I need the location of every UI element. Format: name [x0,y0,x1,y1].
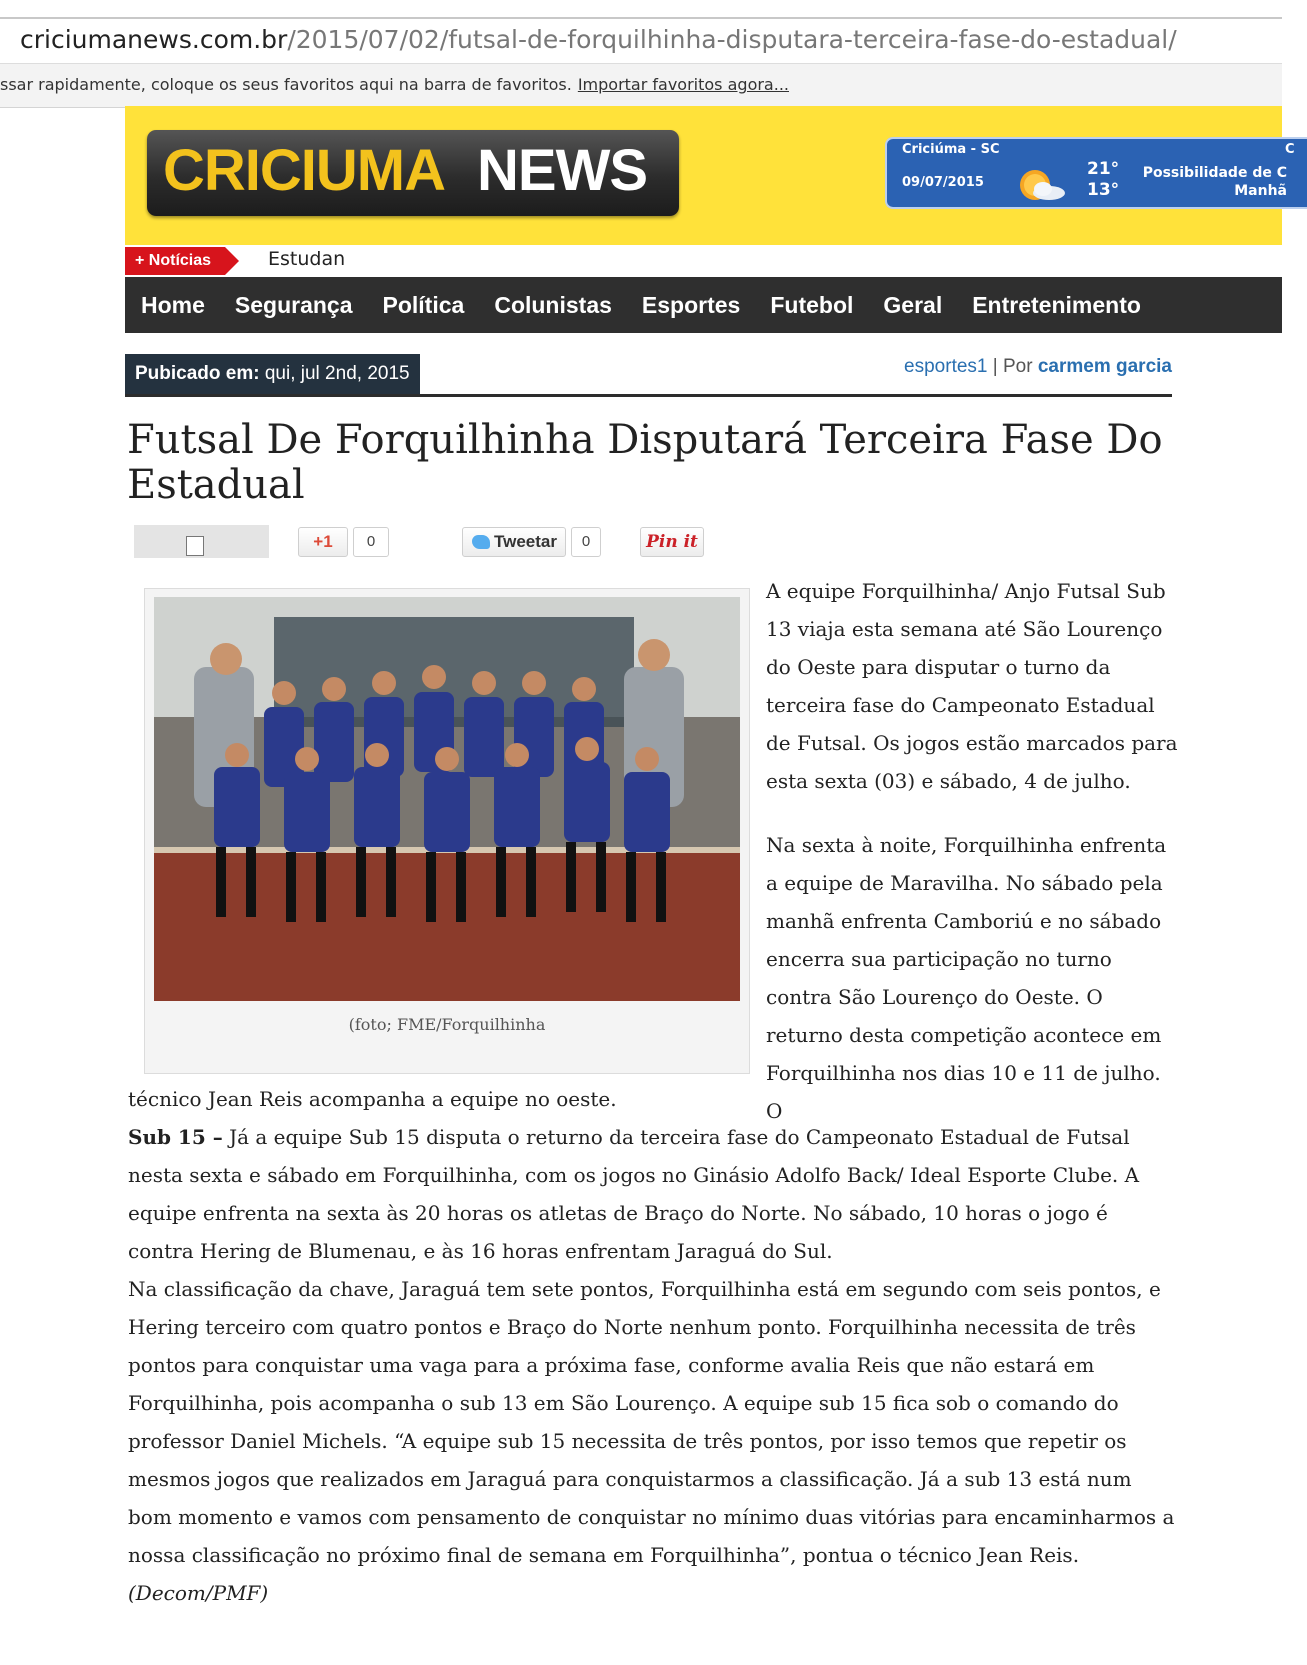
nav-colunistas[interactable]: Colunistas [494,292,612,318]
partly-cloudy-icon [1011,167,1069,203]
article-paragraph-3: Sub 15 – Já a equipe Sub 15 disputa o returno da terceira fase do Campeonato Estadual de Futsal nesta sexta e sábado em Forquilhinha, com os jogos no Ginásio Adolfo Back/ Ideal Esporte Clube. A equipe enfrenta na sexta às 20 horas os atletas de Braço do Norte. No sábado, 10 horas o jogo é contra Hering de Blumenau, e às 16 horas enfrentam Jaraguá do Sul. [128,1125,1140,1263]
tweet-count: 0 [571,527,601,557]
bookmarks-bar [0,63,1282,108]
article-paragraph-4: Na classificação da chave, Jaraguá tem sete pontos, Forquilhinha está em segundo com seis pontos, e Hering terceiro com quatro pontos e Braço do Norte nenhum ponto. Forquilhinha necessita de três pontos para conquistar uma vaga para a próxima fase, conforme avalia Reis que não estará em Forquilhinha, pois acompanha o sub 13 em São Lourenço. A equipe sub 15 fica sob o comando do professor Daniel Michels. “A equipe sub 15 necessita de três pontos, por isso temos que repetir os mesmos jogos que realizados em Jaraguá para conquistarmos a classificação. Já a sub 13 está num bom momento e vamos com pensamento de conquistar no mínimo duas vitórias para encaminharmos a nossa classificação no próximo final de semana em Forquilhinha”, pontua o técnico Jean Reis. [128,1277,1175,1567]
main-navigation [125,277,1282,333]
team-photo [154,597,740,1001]
address-bar[interactable] [0,17,1282,65]
weather-period: Manhã [1234,183,1287,199]
nav-entretenimento[interactable]: Entretenimento [972,292,1141,318]
site-header [125,106,1295,245]
nav-seguranca[interactable]: Segurança [234,292,353,318]
nav-geral[interactable]: Geral [883,292,943,318]
print-icon [186,536,204,556]
print-button[interactable] [134,525,269,558]
url-text[interactable]: criciumanews.com.br/2015/07/02/futsal-de-forquilhinha-disputara-terceira-fase-do-estadual/ [20,25,1177,54]
tweet-button[interactable]: Tweetar [462,527,566,557]
weather-max-temp: 21° [1087,159,1120,179]
article-figure [144,588,750,1074]
article-intro [766,572,1178,1130]
weather-widget [885,137,1307,209]
article-body [128,1080,1178,1612]
category-link[interactable]: esportes1 [904,356,988,377]
photo-caption: (foto; FME/Forquilhinha [348,1015,546,1034]
news-ticker [125,245,1282,277]
gplus-count: 0 [353,527,389,557]
bookmarks-message: ssar rapidamente, coloque os seus favoritos aqui na barra de favoritos. [0,75,572,94]
weather-date: 09/07/2015 [902,175,984,190]
site-logo[interactable]: CRICIUMA NEWS [147,130,679,216]
weather-city-2: C [1285,142,1295,157]
article-paragraph-2-cont: técnico Jean Reis acompanha a equipe no oeste. [128,1087,617,1111]
twitter-bird-icon [472,535,490,549]
nav-esportes[interactable]: Esportes [641,292,741,318]
gplus-button[interactable]: +1 [298,527,348,557]
weather-min-temp: 13° [1087,180,1120,200]
ticker-text[interactable]: Estudan [268,248,346,270]
nav-home[interactable]: Home [141,292,205,318]
weather-description: Possibilidade de C [1142,165,1287,181]
weather-city: Criciúma - SC [902,142,1000,157]
article-source: (Decom/PMF) [128,1581,269,1605]
article-paragraph-1: A equipe Forquilhinha/ Anjo Futsal Sub 13 viaja esta semana até São Lourenço do Oeste para disputar o turno da terceira fase do Campeonato Estadual de Futsal. Os jogos estão marcados para esta sexta (03) e sábado, 4 de julho. [766,579,1178,793]
article-title: Futsal De Forquilhinha Disputará Terceira Fase Do Estadual [127,417,1163,508]
published-date: Pubicado em: qui, jul 2nd, 2015 [125,354,420,394]
nav-politica[interactable]: Política [382,292,465,318]
ticker-tag[interactable]: + Notícias [125,247,225,275]
import-bookmarks-link[interactable]: Importar favoritos agora... [577,75,789,94]
article-paragraph-2: Na sexta à noite, Forquilhinha enfrenta a equipe de Maravilha. No sábado pela manhã enfrenta Camboriú e no sábado encerra sua participação no turno contra São Lourenço do Oeste. O returno desta competição acontece em Forquilhinha nos dias 10 e 11 de julho. O [766,833,1167,1123]
nav-futebol[interactable]: Futebol [770,292,854,318]
author-separator: | Por [992,356,1033,377]
post-meta [125,354,1172,397]
pinterest-button[interactable]: Pin it [640,527,704,557]
sub15-label: Sub 15 – [128,1125,223,1149]
team-photo-image [154,597,740,1001]
author-link[interactable]: carmem garcia [1037,356,1172,377]
